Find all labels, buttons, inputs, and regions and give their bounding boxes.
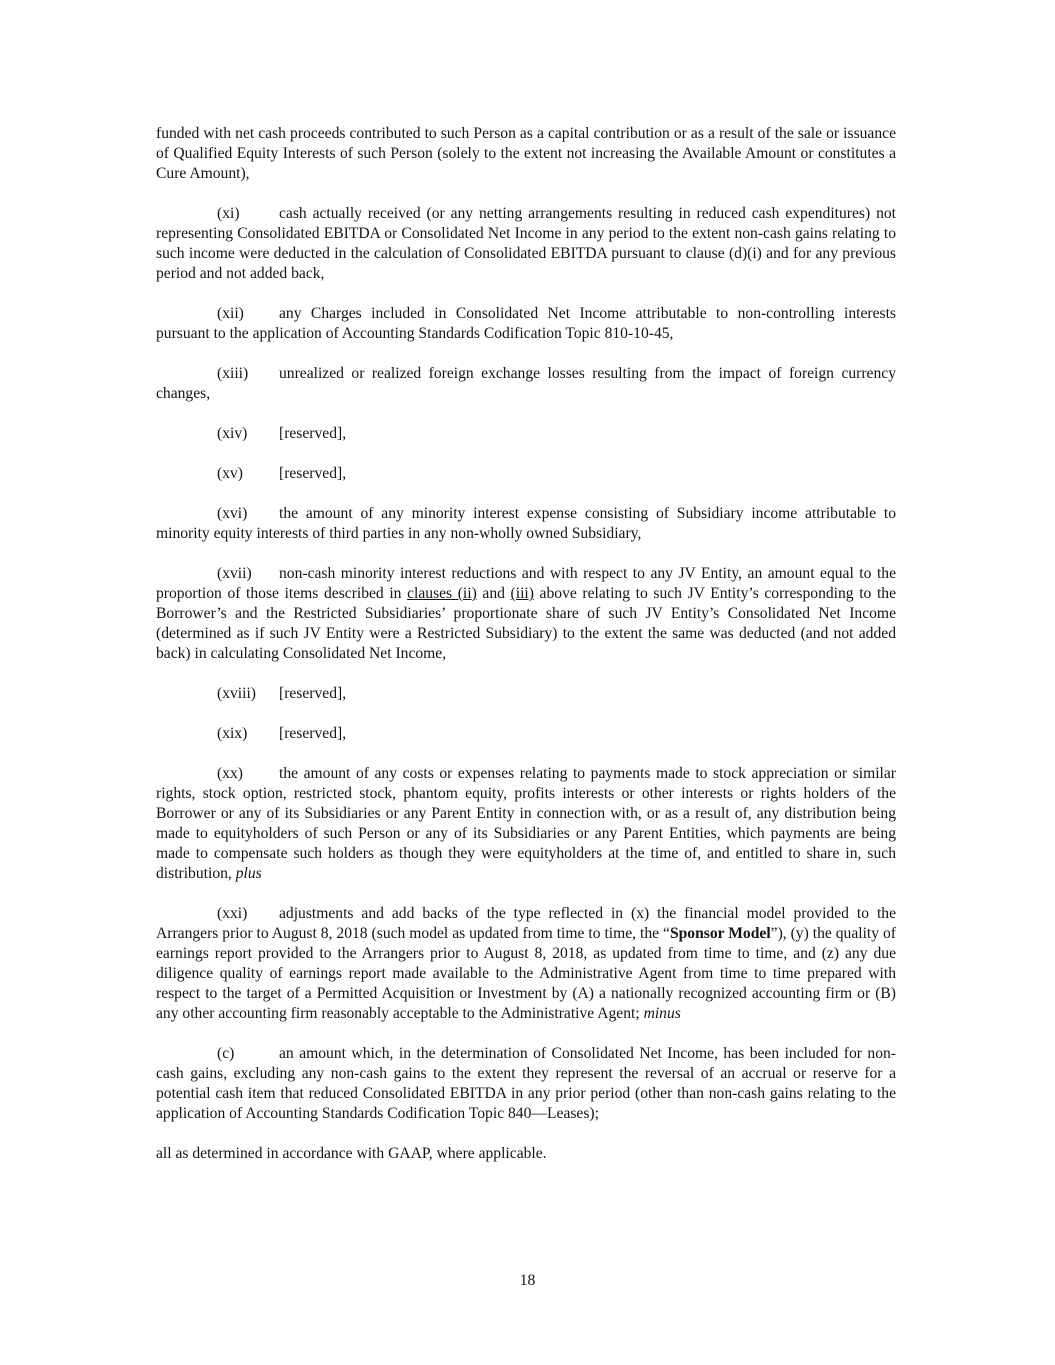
- clause-connector-minus: minus: [643, 1005, 681, 1022]
- clause-number: (xii): [217, 305, 244, 322]
- clause-number: (xi): [217, 205, 240, 222]
- clause-text: [reserved],: [279, 465, 347, 482]
- clause-xvi: [156, 504, 896, 544]
- clause-text-a: adjustments and add backs of the type reflected in (x) the financial model provided to the Arrangers prior to August 8, 2018 (such model as updated from time to time, the “: [156, 905, 896, 942]
- clause-reference-iii: (iii): [510, 585, 534, 602]
- clause-text: an amount which, in the determination of Consolidated Net Income, has been included for non-cash gains, excluding any non-cash gains to the extent they represent the reversal of an accrual or reserve for a potential cash item that reduced Consolidated EBITDA in any prior period (other than non-cash gains relating to the application of Accounting Standards Codification Topic 840—Leases);: [156, 1045, 896, 1122]
- clause-text: any Charges included in Consolidated Net Income attributable to non-controlling interests pursuant to the application of Accounting Standards Codification Topic 810-10-45,: [156, 305, 896, 342]
- clause-number: (xviii): [217, 685, 256, 702]
- clause-xx: [156, 764, 896, 884]
- clause-text: cash actually received (or any netting arrangements resulting in reduced cash expenditures) not representing Consolidated EBITDA or Consolidated Net Income in any period to the extent non-cash gains relating to such income were deducted in the calculation of Consolidated EBITDA pursuant to clause (d)(i) and for any previous period and not added back,: [156, 205, 896, 282]
- clause-number: (xv): [217, 465, 243, 482]
- clause-text-b: and: [476, 585, 511, 602]
- clause-xxi: [156, 904, 896, 1024]
- clause-c: [156, 1044, 896, 1124]
- clause-number: (xvii): [217, 565, 252, 582]
- clause-xvii: [156, 564, 896, 664]
- page-number: 18: [519, 1272, 536, 1289]
- clause-number: (xxi): [217, 905, 248, 922]
- clause-number: (c): [217, 1045, 235, 1062]
- clause-number: (xiv): [217, 425, 248, 442]
- clause-xiv: [156, 424, 896, 444]
- closing-paragraph: all as determined in accordance with GAAP, where applicable.: [156, 1145, 547, 1162]
- clause-reference-ii: clauses (ii): [407, 585, 477, 602]
- clause-text: the amount of any minority interest expense consisting of Subsidiary income attributable to minority equity interests of third parties in any non-wholly owned Subsidiary,: [156, 505, 896, 542]
- clause-xi: [156, 204, 896, 284]
- clause-number: (xx): [217, 765, 243, 782]
- clause-xii: [156, 304, 896, 344]
- clause-text: [reserved],: [279, 725, 347, 742]
- clause-number: (xix): [217, 725, 248, 742]
- clause-text: [reserved],: [279, 685, 347, 702]
- clause-xiii: [156, 364, 896, 404]
- clause-text: unrealized or realized foreign exchange losses resulting from the impact of foreign currency changes,: [156, 365, 896, 402]
- clause-xv: [156, 464, 896, 484]
- clause-connector-plus: plus: [235, 865, 262, 882]
- clause-text-b: ”), (y) the quality of earnings report provided to the Arrangers prior to August 8, 2018, as updated from time to time, and (z) any due diligence quality of earnings report made available to the Administrative Agent from time to time prepared with respect to the target of a Permitted Acquisition or Investment by (A) a nationally recognized accounting firm or (B) any other accounting firm reasonably acceptable to the Administrative Agent;: [156, 925, 896, 1022]
- clause-text-c: above relating to such JV Entity’s corresponding to the Borrower’s and the Restricted Subsidiaries’ proportionate share of such JV Entity’s Consolidated Net Income (determined as if such JV Entity were a Restricted Subsidiary) to the extent the same was deducted (and not added back) in calculating Consolidated Net Income,: [156, 585, 896, 662]
- clause-xix: [156, 724, 896, 744]
- clause-text: [reserved],: [279, 425, 347, 442]
- clause-text-a: non-cash minority interest reductions and with respect to any JV Entity, an amount equal to the proportion of those items described in: [156, 565, 896, 602]
- clause-number: (xvi): [217, 505, 248, 522]
- intro-paragraph: funded with net cash proceeds contributed to such Person as a capital contribution or as a result of the sale or issuance of Qualified Equity Interests of such Person (solely to the extent not increasing the Available Amount or constitutes a Cure Amount),: [156, 125, 896, 182]
- clause-text: the amount of any costs or expenses relating to payments made to stock appreciation or similar rights, stock option, restricted stock, phantom equity, profits interests or other interests or rights holders of the Borrower or any of its Subsidiaries or any Parent Entity in connection with, or as a result of, any distribution being made to equityholders of such Person or any of its Subsidiaries or any Parent Entities, which payments are being made to compensate such holders as though they were equityholders at the time of, and entitled to share in, such distribution,: [156, 765, 896, 882]
- defined-term-sponsor-model: Sponsor Model: [669, 925, 771, 942]
- clause-number: (xiii): [217, 365, 249, 382]
- document-page: [156, 124, 896, 1184]
- clause-xviii: [156, 684, 896, 704]
